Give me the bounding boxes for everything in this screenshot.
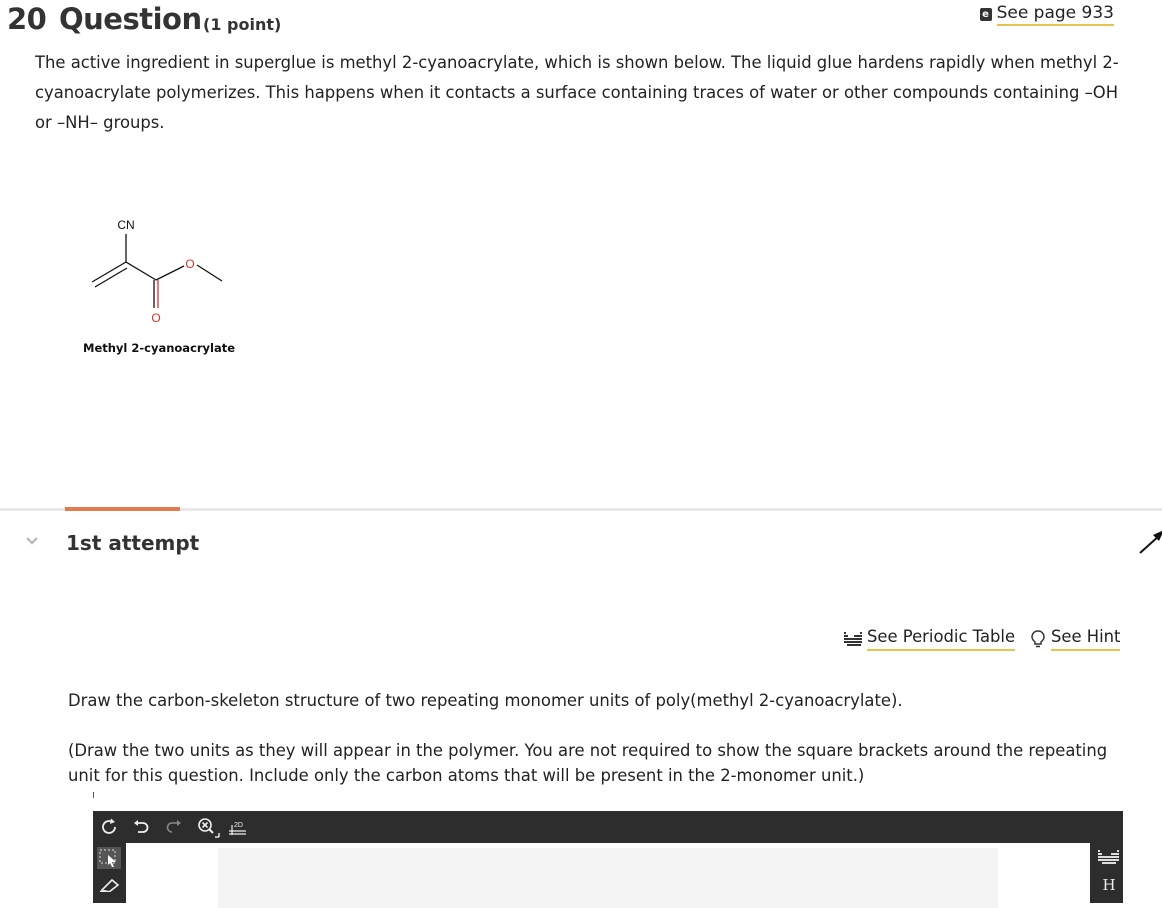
question-stem: The active ingredient in superglue is methyl 2-cyanoacrylate, which is shown below. The liquid glue hardens rapidly when methyl 2-cyanoacrylate polymerizes. This happens when it contacts a surface containing traces of water or other compounds containing –OH or –NH– groups. (35, 53, 1119, 132)
carbonyl-oxygen-label: O (151, 311, 161, 325)
attempt-label[interactable]: 1st attempt (66, 531, 200, 555)
ester-bond-1 (156, 266, 184, 280)
zoom-reset-icon[interactable] (196, 816, 220, 840)
see-page-link[interactable] (980, 3, 1114, 26)
chevron-down-icon[interactable] (24, 533, 40, 549)
prompt-main: Draw the carbon-skeleton structure of two repeating monomer units of poly(methyl 2-cyanoacrylate). (68, 691, 903, 710)
cn-label: CN (117, 218, 135, 232)
ester-bond-2 (197, 265, 222, 281)
select-tool-icon[interactable] (97, 847, 121, 869)
see-hint-label: See Hint (1051, 627, 1120, 651)
molecule-structure (80, 210, 280, 330)
drawing-canvas-area[interactable] (218, 848, 998, 908)
see-page-label: See page 933 (997, 3, 1114, 26)
redo-icon[interactable] (165, 818, 183, 836)
see-periodic-table-link[interactable] (844, 627, 1015, 651)
ester-oxygen-label: O (185, 257, 195, 271)
question-title: Question (59, 2, 202, 36)
attempt-tab-indicator (65, 507, 180, 511)
periodic-table-icon (844, 632, 862, 646)
prompt-note: (Draw the two units as they will appear in the polymer. You are not required to show the square brackets around the repeating unit for this question. Include only the carbon atoms that will be present in the 2-monomer unit.) (68, 741, 1108, 785)
c-c-bond (126, 262, 156, 280)
ebook-icon: e (980, 8, 992, 21)
hydrogen-atom-button[interactable]: H (1102, 876, 1116, 894)
see-periodic-table-label: See Periodic Table (867, 627, 1015, 651)
question-number: 20 (7, 2, 47, 36)
arrow-cursor-icon (1136, 525, 1162, 559)
lightbulb-icon (1030, 630, 1046, 648)
undo-icon[interactable] (132, 818, 150, 836)
clear-canvas-icon[interactable] (99, 817, 119, 837)
text-caret (93, 792, 94, 798)
see-hint-link[interactable] (1030, 627, 1120, 651)
2d-clean-icon (229, 817, 249, 837)
periodic-table-tool-icon[interactable] (1098, 850, 1120, 864)
2d-clean-button[interactable] (229, 817, 249, 837)
molecule-caption: Methyl 2-cyanoacrylate (83, 341, 236, 355)
2d-label: 2D (234, 822, 243, 829)
question-points: (1 point) (203, 15, 282, 34)
eraser-tool-icon[interactable] (96, 876, 122, 892)
